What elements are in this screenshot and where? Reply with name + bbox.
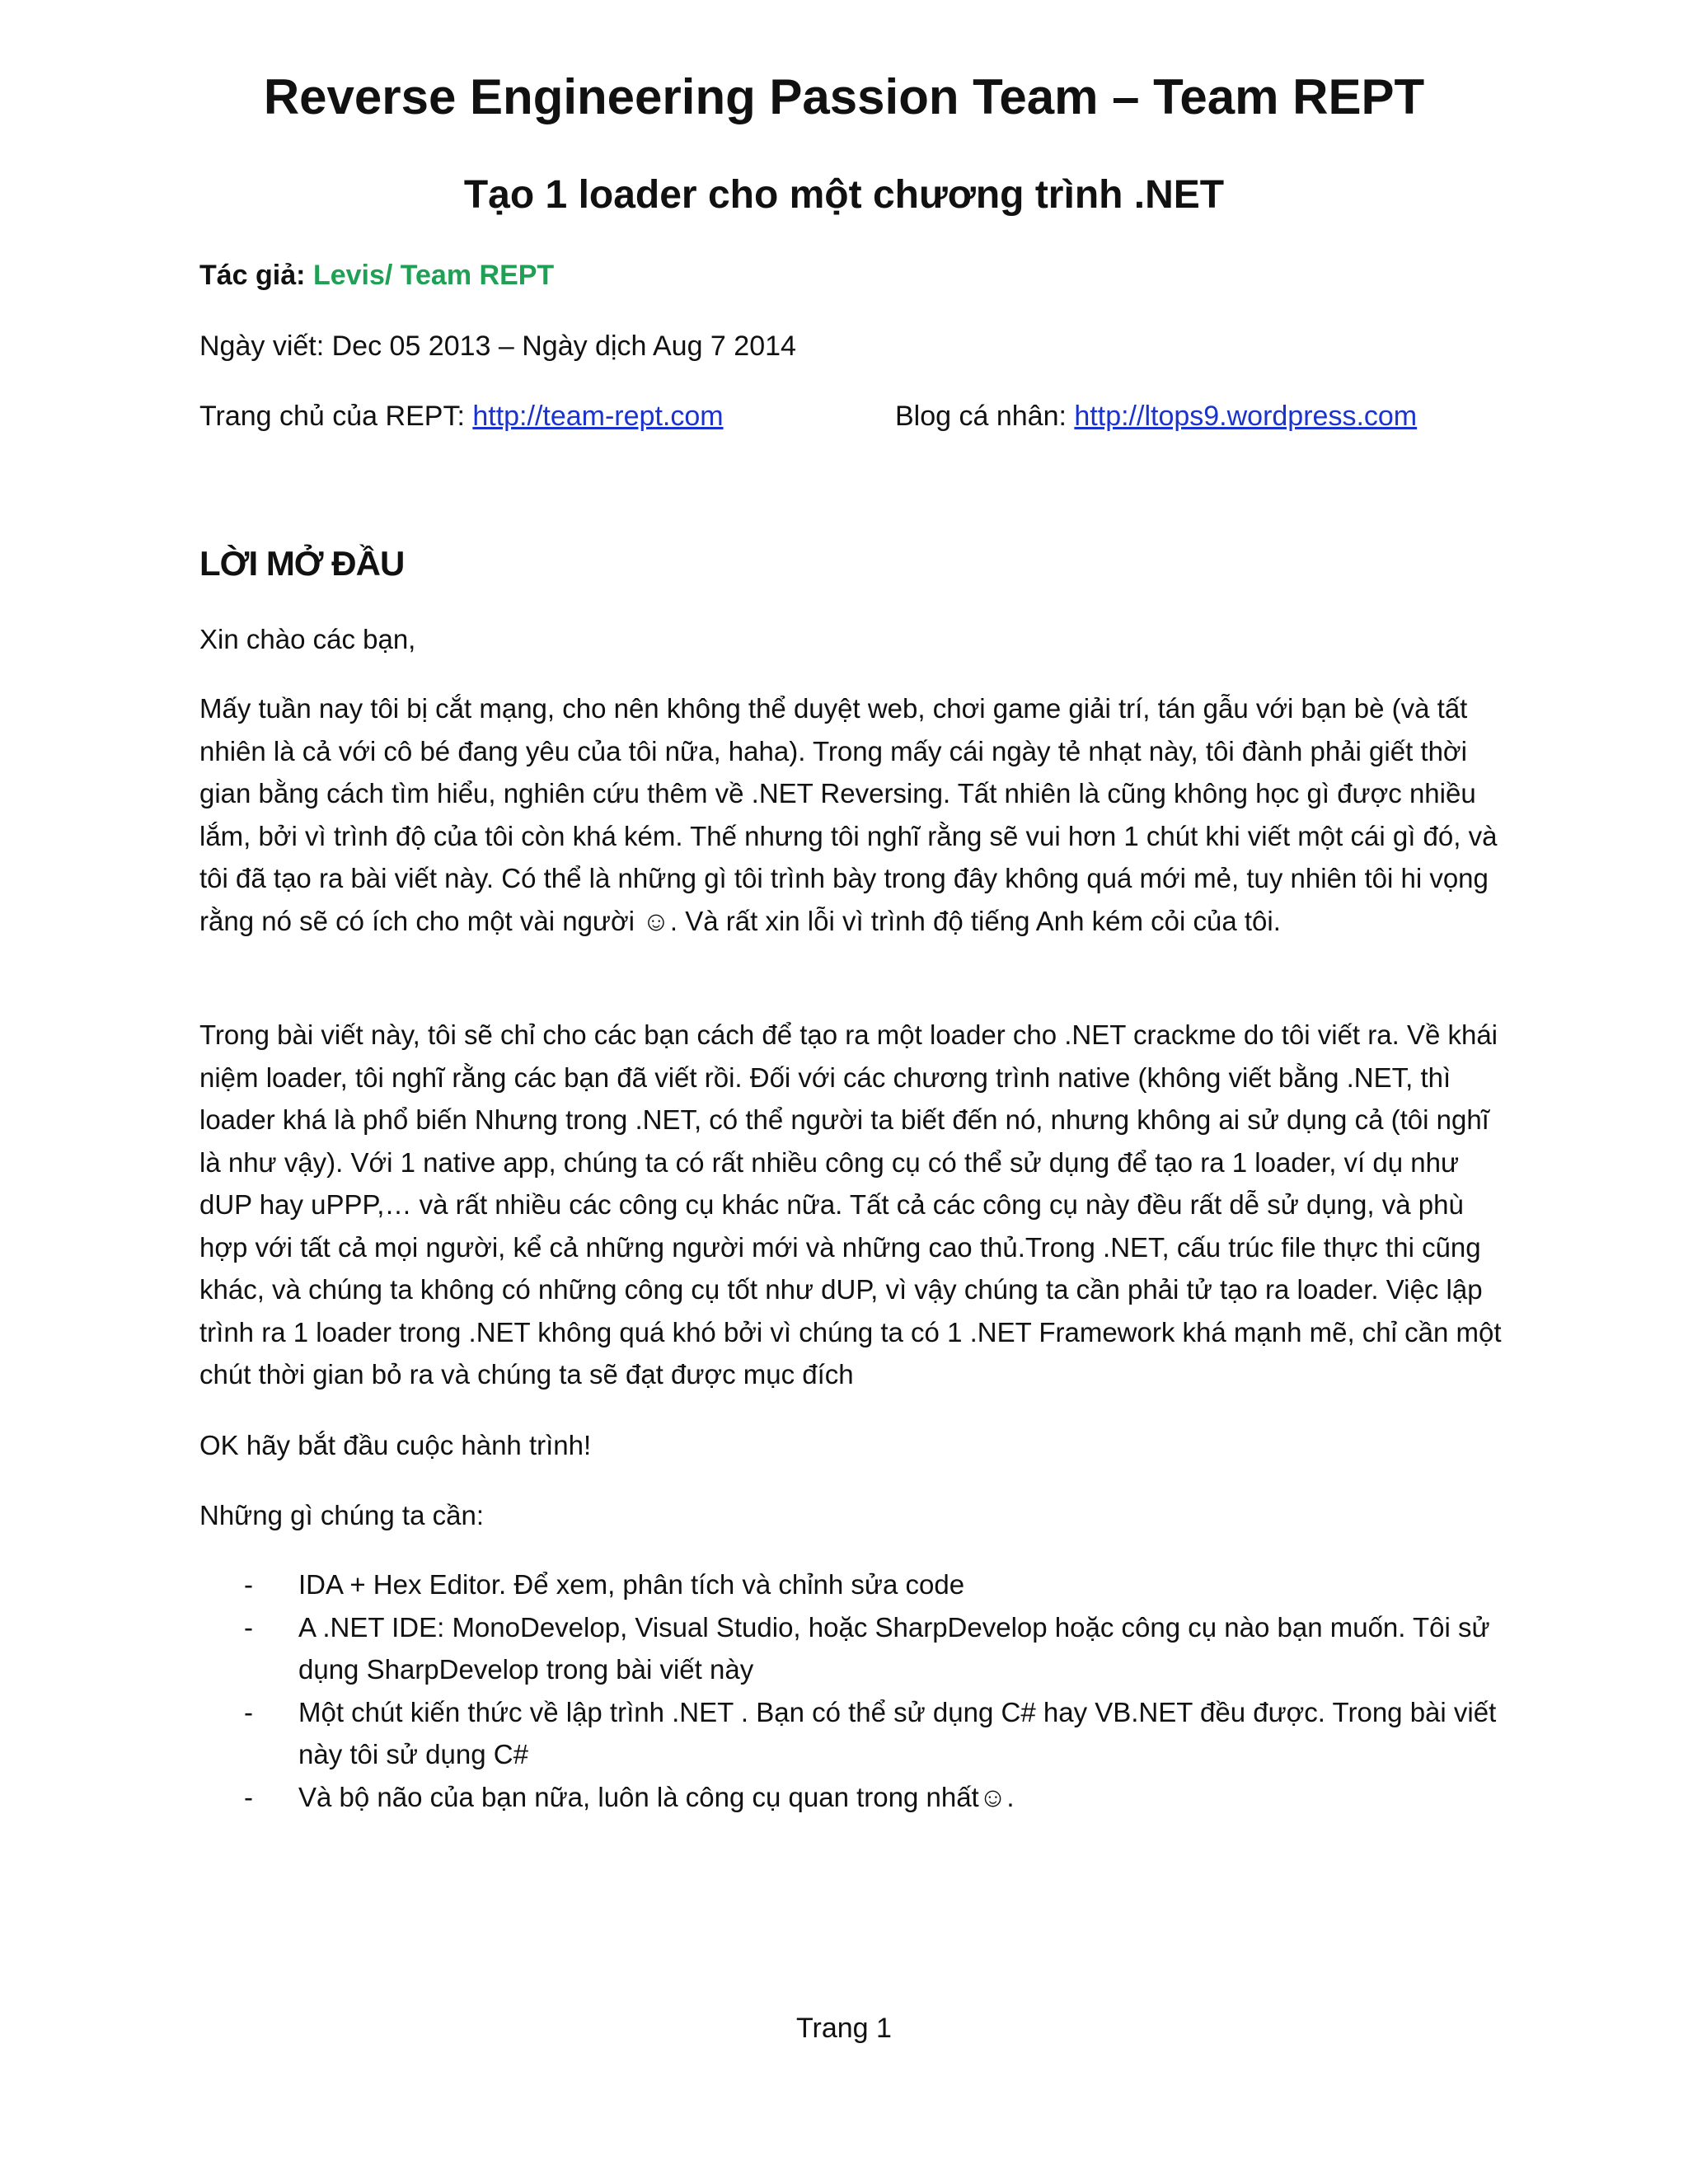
author-line bbox=[199, 255, 554, 295]
author-label: Tác giả: bbox=[199, 260, 306, 291]
blog-link[interactable]: http://ltops9.wordpress.com bbox=[1074, 401, 1418, 432]
list-dash: - bbox=[244, 1696, 253, 1727]
intro-paragraph-2: Trong bài viết này, tôi sẽ chỉ cho các bạn cách để tạo ra một loader cho .NET crackme do tôi viết ra. Về khái niệm loader, tôi nghĩ rằng các bạn đã viết rồi. Đối với các chương trình native (không viết bằng .NET, thì loader khá là phổ biến Nhưng trong .NET, có thể người ta biết đến nó, nhưng không ai sử dụng cả (tôi nghĩ là như vậy). Với 1 native app, chúng ta có rất nhiều công cụ có thể sử dụng để tạo ra 1 loader, ví dụ như dUP hay uPPP,… và rất nhiều các công cụ khác nữa. Tất cả các công cụ này đều rất dễ sử dụng, và phù hợp với tất cả mọi người, kể cả những người mới và những cao thủ.Trong .NET, cấu trúc file thực thi cũng khác, và chúng ta không có những công cụ tốt như dUP, vì vậy chúng ta cần phải tử tạo ra loader. Việc lập trình ra 1 loader trong .NET không quá khó bởi vì chúng ta có 1 .NET Framework khá mạnh mẽ, chỉ cần một chút thời gian bỏ ra và chúng ta sẽ đạt được mục đích bbox=[199, 1019, 1502, 1390]
list-item bbox=[199, 1691, 1502, 1776]
list-dash: - bbox=[244, 1569, 253, 1600]
requirements-intro: Những gì chúng ta cần: bbox=[199, 1500, 484, 1530]
list-item-text: A .NET IDE: MonoDevelop, Visual Studio, hoặc SharpDevelop hoặc công cụ nào bạn muốn. Tôi sử dụng SharpDevelop trong bài viết này bbox=[298, 1611, 1490, 1685]
blog-label: Blog cá nhân: bbox=[895, 401, 1067, 432]
document-subtitle: Tạo 1 loader cho một chương trình .NET bbox=[463, 173, 1225, 217]
intro-paragraph-1: Mấy tuần nay tôi bị cắt mạng, cho nên không thể duyệt web, chơi game giải trí, tán gẫu với bạn bè (và tất nhiên là cả với cô bé đang yêu của tôi nữa, haha). Trong mấy cái ngày tẻ nhạt này, tôi đành phải giết thời gian bằng cách tìm hiểu, nghiên cứu thêm về .NET Reversing. Tất nhiên là cũng không học gì được nhiều lắm, bởi vì trình độ của tôi còn khá kém. Thế nhưng tôi nghĩ rằng sẽ vui hơn 1 chút khi viết một cái gì đó, và tôi đã tạo ra bài viết này. Có thể là những gì tôi trình bày trong đây không quá mới mẻ, tuy nhiên tôi hi vọng rằng nó sẽ có ích cho một vài người ☺. Và rất xin lỗi vì trình độ tiếng Anh kém cỏi của tôi. bbox=[199, 693, 1498, 936]
list-item-text: IDA + Hex Editor. Để xem, phân tích và chỉnh sửa code bbox=[298, 1569, 965, 1600]
section-heading: LỜI MỞ ĐẦU bbox=[199, 544, 405, 583]
homepage-line bbox=[199, 396, 724, 436]
list-item-text: Một chút kiến thức về lập trình .NET . Bạn có thể sử dụng C# hay VB.NET đều được. Trong bài viết này tôi sử dụng C# bbox=[298, 1696, 1497, 1769]
requirements-list bbox=[199, 1563, 1502, 1818]
list-dash: - bbox=[244, 1781, 253, 1812]
date-line: Ngày viết: Dec 05 2013 – Ngày dịch Aug 7 2014 bbox=[199, 330, 796, 362]
blog-line bbox=[895, 396, 1417, 436]
document-title: Reverse Engineering Passion Team – Team REPT bbox=[263, 69, 1425, 124]
list-item bbox=[199, 1606, 1502, 1691]
list-dash: - bbox=[244, 1611, 253, 1643]
list-item-text: Và bộ não của bạn nữa, luôn là công cụ quan trong nhất☺. bbox=[298, 1781, 1015, 1812]
page-number: Trang 1 bbox=[796, 2013, 892, 2044]
author-name: Levis/ Team REPT bbox=[312, 260, 555, 291]
homepage-link[interactable]: http://team-rept.com bbox=[472, 401, 724, 432]
homepage-label: Trang chủ của REPT: bbox=[199, 401, 465, 432]
intro-paragraph-3: OK hãy bắt đầu cuộc hành trình! bbox=[199, 1430, 592, 1460]
greeting-paragraph: Xin chào các bạn, bbox=[199, 624, 416, 654]
list-item bbox=[199, 1776, 1502, 1819]
list-item bbox=[199, 1563, 1502, 1606]
